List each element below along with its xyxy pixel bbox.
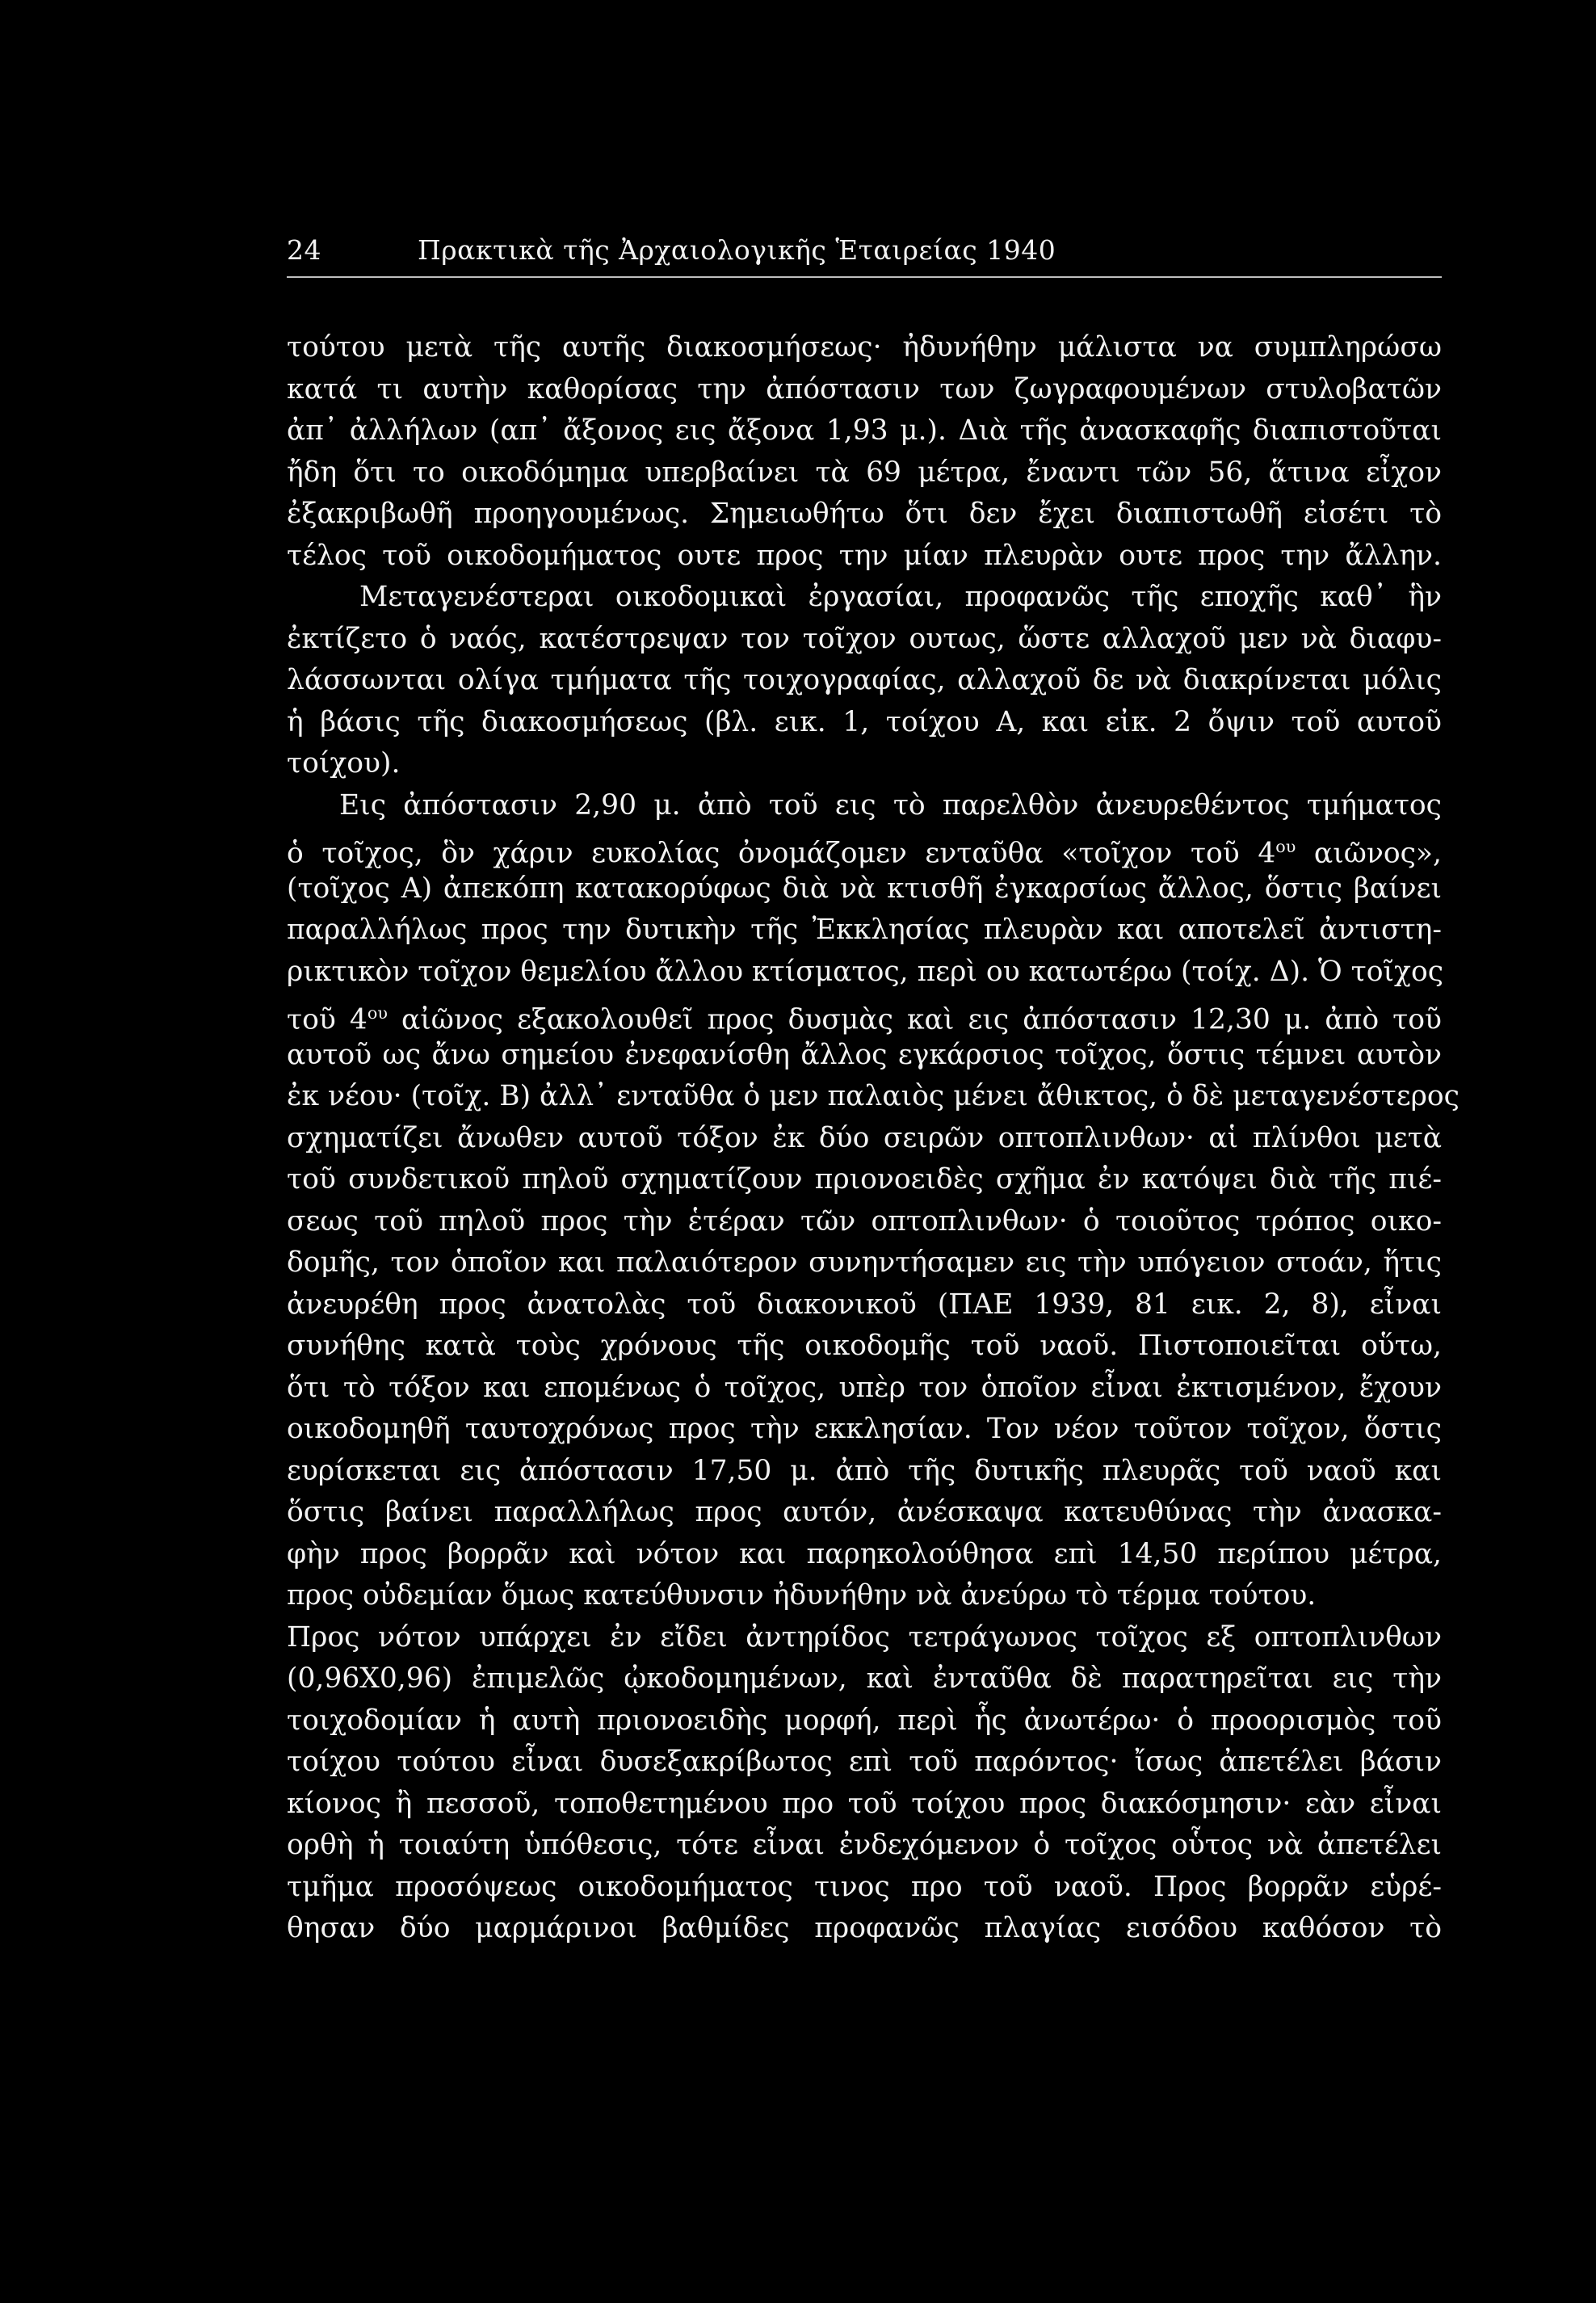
- text-line: θησαν δύο μαρμάρινοι βαθμίδες προφανῶς πλαγίας εισόδου καθόσον τὸ: [287, 1912, 1442, 1944]
- text-line: λάσσωνται ολίγα τμήματα τῆς τοιχογραφίας, αλλαχοῦ δε νὰ διακρίνεται μόλις: [287, 664, 1442, 696]
- text-line: ἀπ᾽ ἀλλήλων (απ᾽ ἄξονος εις ἄξονα 1,93 μ.). Διὰ τῆς ἀνασκαφῆς διαπιστοῦται: [287, 414, 1442, 447]
- text-line: τμῆμα προσόψεως οικοδομήματος τινος προ τοῦ ναοῦ. Προς βορρᾶν εὑρέ-: [287, 1870, 1442, 1903]
- header-rule: [287, 276, 1442, 278]
- text-line: ρικτικὸν τοῖχον θεμελίου ἄλλου κτίσματος, περὶ ου κατωτέρω (τοίχ. Δ). Ὁ τοῖχος: [287, 955, 1444, 988]
- text-line: Προς νότον υπάρχει ἐν εἴδει ἀντηρίδος τετράγωνος τοῖχος εξ οπτοπλινθων: [287, 1620, 1442, 1654]
- text-line: ὁ τοῖχος, ὃν χάριν ευκολίας ὀνομάζομεν ενταῦθα «τοῖχον τοῦ $4^{o\upsilon}$ αιῶνος»,: [287, 837, 1442, 870]
- page-header: [287, 234, 1442, 276]
- text-line: ὅστις βαίνει παραλλήλως προς αυτόν, ἀνέσκαψα κατευθύνας τὴν ἀνασκα-: [287, 1496, 1442, 1528]
- text-line: τοῦ $4^{o\upsilon}$ αἰῶνος εξακολουθεῖ προς δυσμὰς καὶ εις ἀπόστασιν 12,30 μ. ἀπὸ τοῦ: [287, 1003, 1443, 1036]
- page-number: 24: [287, 234, 321, 266]
- text-line: (τοῖχος Α) ἀπεκόπη κατακορύφως διὰ νὰ κτισθῆ ἐγκαρσίως ἄλλος, ὅστις βαίνει: [287, 872, 1442, 905]
- text-line: οικοδομηθῆ ταυτοχρόνως προς τὴν εκκλησίαν. Τον νέον τοῦτον τοῖχον, ὅστις: [287, 1413, 1442, 1445]
- text-line: τοίχου τούτου εἶναι δυσεξακρίβωτος επὶ τοῦ παρόντος· ἴσως ἀπετέλει βάσιν: [287, 1746, 1442, 1778]
- text-line: ἐκ νέου· (τοῖχ. Β) ἀλλ᾽ ενταῦθα ὁ μεν παλαιὸς μένει ἄθικτος, ὁ δὲ μεταγενέστερος: [287, 1080, 1460, 1112]
- text-line: ορθὴ ἡ τοιαύτη ὑπόθεσις, τότε εἶναι ἐνδεχόμενον ὁ τοῖχος οὗτος νὰ ἀπετέλει: [287, 1829, 1442, 1861]
- text-line: (0,96X0,96) ἐπιμελῶς ᾠκοδομημένων, καὶ ἐνταῦθα δὲ παρατηρεῖται εις τὴν: [287, 1662, 1442, 1695]
- text-line: κίονος ἢ πεσσοῦ, τοποθετημένου προ τοῦ τοίχου προς διακόσμησιν· εὰν εἶναι: [287, 1787, 1442, 1820]
- text-line: ευρίσκεται εις ἀπόστασιν 17,50 μ. ἀπὸ τῆς δυτικῆς πλευρᾶς τοῦ ναοῦ και: [287, 1454, 1442, 1487]
- body-text: [287, 327, 1460, 1950]
- text-line: προς οὐδεμίαν ὅμως κατεύθυνσιν ἠδυνήθην νὰ ἀνεύρω τὸ τέρμα τούτου.: [287, 1579, 1317, 1612]
- text-line: ἀνευρέθη προς ἀνατολὰς τοῦ διακονικοῦ (ΠΑΕ 1939, 81 εικ. 2, 8), εἶναι: [287, 1288, 1442, 1321]
- text-line: δομῆς, τον ὁποῖον και παλαιότερον συνηντήσαμεν εις τὴν υπόγειον στοάν, ἥτις: [287, 1246, 1442, 1279]
- paragraph-end-line: τοίχου).: [287, 747, 401, 780]
- text-line: τοῦ συνδετικοῦ πηλοῦ σχηματίζουν πριονοειδὲς σχῆμα ἐν κατόψει διὰ τῆς πιέ-: [287, 1163, 1442, 1196]
- text-line: ἐξακριβωθῆ προηγουμένως. Σημειωθήτω ὅτι δεν ἔχει διαπιστωθῆ εἰσέτι τὸ: [287, 498, 1442, 530]
- text-line: σεως τοῦ πηλοῦ προς τὴν ἑτέραν τῶν οπτοπλινθων· ὁ τοιοῦτος τρόπος οικο-: [287, 1204, 1442, 1238]
- paragraph-start-line: Εις ἀπόστασιν 2,90 μ. ἀπὸ τοῦ εις τὸ παρελθὸν ἀνευρεθέντος τμήματος: [339, 788, 1442, 822]
- text-line: ἡ βάσις τῆς διακοσμήσεως (βλ. εικ. 1, τοίχου Α, και εἰκ. 2 ὄψιν τοῦ αυτοῦ: [287, 705, 1442, 738]
- text-line: φὴν προς βορρᾶν καὶ νότον και παρηκολούθησα επὶ 14,50 περίπου μέτρα,: [287, 1537, 1442, 1570]
- text-line: κατά τι αυτὴν καθορίσας την ἀπόστασιν των ζωγραφουμένων στυλοβατῶν: [287, 372, 1442, 406]
- paragraph-start-line: Μεταγενέστεραι οικοδομικαὶ ἐργασίαι, προφανῶς τῆς εποχῆς καθ᾽ ἣν: [359, 581, 1442, 613]
- running-title: Πρακτικὰ τῆς Ἀρχαιολογικῆς Ἑταιρείας 1940: [418, 234, 1056, 266]
- text-line: παραλλήλως προς την δυτικὴν τῆς Ἐκκλησίας πλευρὰν και αποτελεῖ ἀντιστη-: [287, 914, 1442, 946]
- text-line: ἤδη ὅτι το οικοδόμημα υπερβαίνει τὰ 69 μέτρα, ἔναντι τῶν 56, ἅτινα εἶχον: [287, 456, 1442, 489]
- text-line: αυτοῦ ως ἄνω σημείου ἐνεφανίσθη ἄλλος εγκάρσιος τοῖχος, ὅστις τέμνει αυτὸν: [287, 1038, 1442, 1071]
- text-line: σχηματίζει ἄνωθεν αυτοῦ τόξον ἐκ δύο σειρῶν οπτοπλινθων· αἱ πλίνθοι μετὰ: [287, 1121, 1442, 1154]
- text-line: συνήθης κατὰ τοὺς χρόνους τῆς οικοδομῆς τοῦ ναοῦ. Πιστοποιεῖται οὕτω,: [287, 1330, 1442, 1362]
- text-line: ἐκτίζετο ὁ ναός, κατέστρεψαν τον τοῖχον ουτως, ὥστε αλλαχοῦ μεν νὰ διαφυ-: [287, 622, 1442, 655]
- text-line: τούτου μετὰ τῆς αυτῆς διακοσμήσεως· ἠδυνήθην μάλιστα να συμπληρώσω: [287, 331, 1442, 364]
- text-line: ὅτι τὸ τόξον και επομένως ὁ τοῖχος, υπὲρ τον ὁποῖον εἶναι ἐκτισμένον, ἔχουν: [287, 1371, 1442, 1404]
- text-line: τέλος τοῦ οικοδομήματος ουτε προς την μίαν πλευρὰν ουτε προς την ἄλλην.: [287, 539, 1442, 572]
- text-line: τοιχοδομίαν ἡ αυτὴ πριονοειδὴς μορφή, περὶ ἧς ἀνωτέρω· ὁ προορισμὸς τοῦ: [287, 1704, 1442, 1737]
